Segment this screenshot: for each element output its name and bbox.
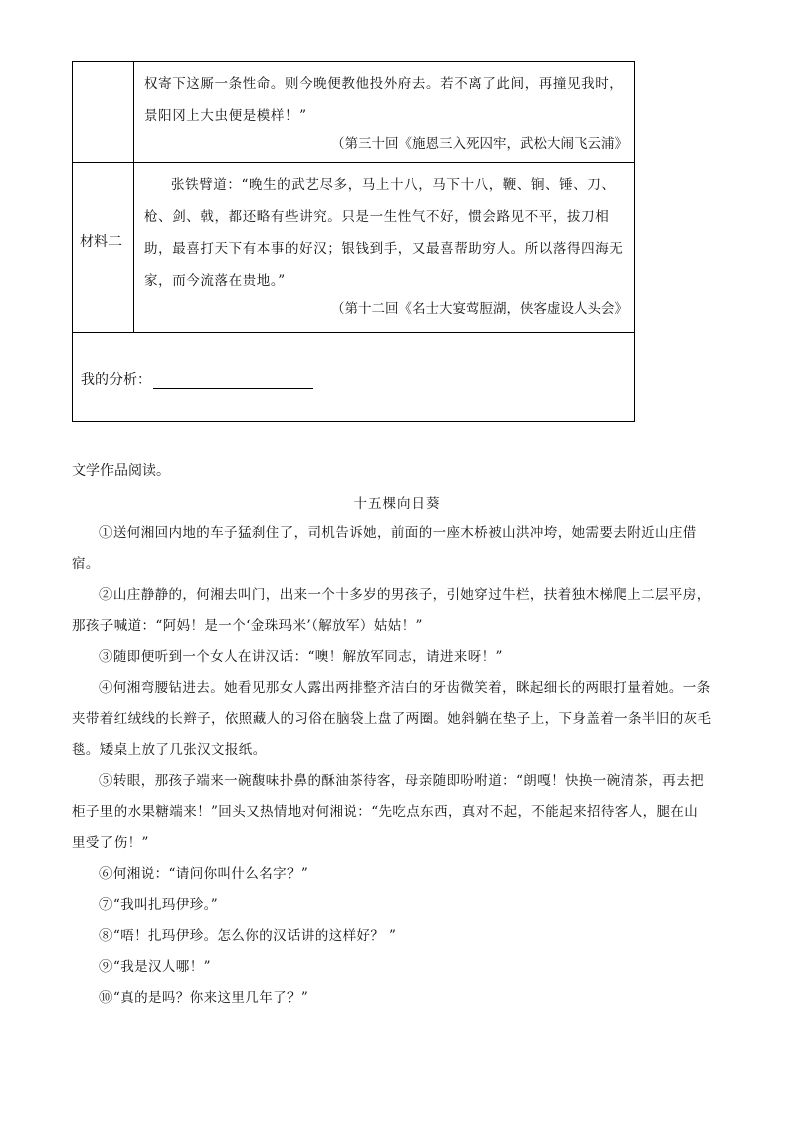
paragraph-line: ⑥何湘说：“请问你叫什么名字？” — [99, 866, 309, 882]
material-row-1 — [73, 62, 634, 163]
story-body — [72, 518, 722, 1014]
analysis-prompt — [81, 369, 313, 389]
paragraph-line: ⑦“我叫扎玛伊珍。” — [99, 897, 219, 913]
material-label: 材料二 — [80, 234, 122, 250]
paragraph — [72, 642, 722, 673]
material-source: （第三十回《施恩三入死囚牢，武松大闹飞云浦》 — [331, 136, 628, 152]
row-content-cell — [134, 163, 634, 332]
material-line: 助，最喜打天下有本事的好汉；银钱到手，又最喜帮助穷人。所以落得四海无 — [144, 241, 624, 257]
paragraph — [72, 766, 722, 859]
analysis-label: 我的分析： — [81, 372, 151, 388]
paragraph-line: ⑤转眼，那孩子端来一碗馥味扑鼻的酥油茶待客，母亲随即吩咐道：“朗嘎！快换一碗清茶，再去把 — [99, 773, 704, 789]
paragraph — [72, 580, 722, 642]
materials-table — [72, 61, 635, 422]
paragraph-line: 柜子里的水果糖端来！”回头又热情地对何湘说：“先吃点东西，真对不起，不能起来招待客人，腿在山 — [72, 804, 699, 820]
material-row-2 — [73, 163, 634, 333]
paragraph-line: ②山庄静静的，何湘去叫门，出来一个十多岁的男孩子，引她穿过牛栏，扶着独木梯爬上二层平房， — [99, 587, 711, 603]
paragraph-line: ⑧“唔！扎玛伊珍。怎么你的汉话讲的这样好？ ” — [99, 928, 397, 944]
paragraph-line: 里受了伤！” — [72, 835, 149, 851]
paragraph — [72, 859, 722, 890]
paragraph — [72, 890, 722, 921]
row-label-cell — [73, 62, 134, 162]
paragraph-line: 毯。矮桌上放了几张汉文报纸。 — [72, 742, 267, 758]
paragraph-line: 宿。 — [72, 556, 100, 572]
paragraph — [72, 983, 722, 1014]
material-line: 枪、剑、戟，都还略有些讲究。只是一生性气不好，惯会路见不平，拔刀相 — [144, 209, 610, 225]
paragraph-line: ⑨“我是汉人哪！” — [99, 959, 211, 975]
material-line: 景阳冈上大虫便是模样！” — [144, 108, 307, 124]
paragraph — [72, 673, 722, 766]
paragraph-line: ⑩“真的是吗？你来这里几年了？” — [99, 990, 309, 1006]
analysis-answer-blank[interactable] — [153, 373, 313, 389]
material-line: 家，而今流落在贵地。” — [144, 273, 286, 289]
paragraph-line: 夹带着红绒线的长辫子，依照藏人的习俗在脑袋上盘了两圈。她斜躺在垫子上，下身盖着一条半旧的灰毛 — [72, 711, 712, 727]
paragraph-line: ④何湘弯腰钻进去。她看见那女人露出两排整齐洁白的牙齿微笑着，眯起细长的两眼打量着她。一条 — [99, 680, 711, 696]
paragraph — [72, 921, 722, 952]
paragraph — [72, 952, 722, 983]
row-label-cell — [73, 163, 134, 332]
material-line: 张铁臂道：“晚生的武艺尽多，马上十八，马下十八，鞭、锏、锤、刀、 — [171, 177, 616, 193]
paragraph-line: ③随即便听到一个女人在讲汉话：“噢！解放军同志，请进来呀！” — [99, 649, 503, 665]
paragraph — [72, 518, 722, 580]
row-content-cell — [134, 62, 634, 162]
paragraph-line: ①送何湘回内地的车子猛刹住了，司机告诉她，前面的一座木桥被山洪冲垮，她需要去附近山庄借 — [99, 525, 697, 541]
section-heading: 文学作品阅读。 — [72, 463, 170, 479]
material-source: （第十二回《名士大宴莺脰湖，侠客虚设人头会》 — [331, 301, 628, 317]
material-line: 权寄下这厮一条性命。则今晚便教他投外府去。若不离了此间，再撞见我时， — [144, 76, 624, 92]
story-title: 十五棵向日葵 — [353, 496, 441, 512]
paragraph-line: 那孩子喊道：“阿妈！是一个‘金珠玛米’（解放军）姑姑！” — [72, 618, 423, 634]
analysis-row — [73, 333, 634, 422]
